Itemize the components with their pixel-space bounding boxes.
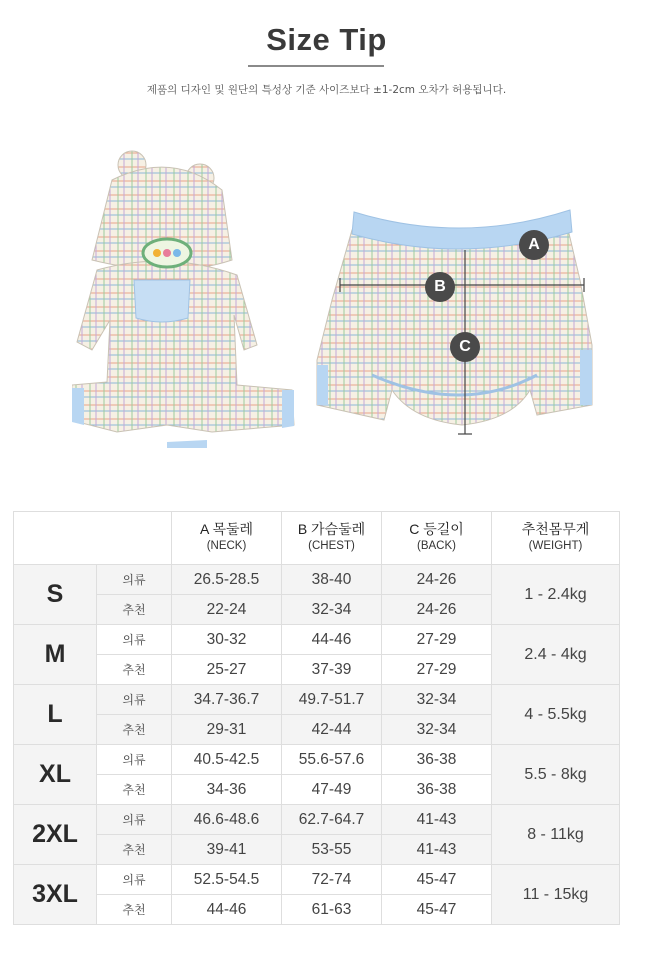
chest-value: 49.7-51.7	[282, 685, 382, 715]
neck-value: 29-31	[172, 715, 282, 745]
neck-value: 44-46	[172, 895, 282, 925]
header-weight-sub: (WEIGHT)	[528, 540, 583, 552]
chest-value: 55.6-57.6	[282, 745, 382, 775]
type-clothing: 의류	[97, 685, 172, 715]
marker-c: C	[450, 332, 480, 362]
chest-value: 62.7-64.7	[282, 805, 382, 835]
header-neck-label: A 목둘레	[199, 521, 254, 537]
table-row	[14, 805, 620, 835]
back-value: 36-38	[382, 775, 492, 805]
neck-value: 30-32	[172, 625, 282, 655]
page-title: Size Tip	[266, 22, 387, 57]
neck-value: 25-27	[172, 655, 282, 685]
header-weight-label: 추천몸무게	[521, 521, 590, 537]
table-row	[14, 745, 620, 775]
size-label: 2XL	[14, 805, 97, 865]
chest-value: 53-55	[282, 835, 382, 865]
neck-value: 34-36	[172, 775, 282, 805]
header-neck	[172, 512, 282, 565]
weight-value: 5.5 - 8kg	[492, 745, 620, 805]
type-clothing: 의류	[97, 865, 172, 895]
weight-value: 8 - 11kg	[492, 805, 620, 865]
size-label: M	[14, 625, 97, 685]
table-row	[14, 685, 620, 715]
marker-b: B	[425, 272, 455, 302]
back-value: 24-26	[382, 565, 492, 595]
size-label: 3XL	[14, 865, 97, 925]
type-recommended: 추천	[97, 595, 172, 625]
neck-value: 46.6-48.6	[172, 805, 282, 835]
garment-front-image	[72, 150, 302, 450]
back-value: 32-34	[382, 685, 492, 715]
back-value: 32-34	[382, 715, 492, 745]
neck-value: 34.7-36.7	[172, 685, 282, 715]
tolerance-notice: 제품의 디자인 및 원단의 특성상 기준 사이즈보다 ±1-2cm 오차가 허용됩니다.	[146, 84, 507, 96]
table-header-row	[14, 512, 620, 565]
chest-value: 72-74	[282, 865, 382, 895]
header-chest-sub: (CHEST)	[308, 540, 355, 552]
back-value: 41-43	[382, 835, 492, 865]
chest-value: 44-46	[282, 625, 382, 655]
chest-value: 38-40	[282, 565, 382, 595]
type-clothing: 의류	[97, 565, 172, 595]
neck-value: 26.5-28.5	[172, 565, 282, 595]
back-value: 27-29	[382, 655, 492, 685]
weight-value: 11 - 15kg	[492, 865, 620, 925]
back-value: 45-47	[382, 895, 492, 925]
chest-value: 47-49	[282, 775, 382, 805]
header-weight	[492, 512, 620, 565]
size-label: L	[14, 685, 97, 745]
table-row	[14, 625, 620, 655]
table-row	[14, 565, 620, 595]
chest-value: 42-44	[282, 715, 382, 745]
back-value: 27-29	[382, 625, 492, 655]
table-row	[14, 865, 620, 895]
header-chest-label: B 가슴둘레	[297, 521, 366, 537]
header-neck-sub: (NECK)	[206, 540, 247, 552]
back-value: 45-47	[382, 865, 492, 895]
size-label: XL	[14, 745, 97, 805]
type-clothing: 의류	[97, 625, 172, 655]
weight-value: 4 - 5.5kg	[492, 685, 620, 745]
back-value: 36-38	[382, 745, 492, 775]
title-underline	[248, 65, 384, 67]
weight-value: 1 - 2.4kg	[492, 565, 620, 625]
size-label: S	[14, 565, 97, 625]
neck-value: 22-24	[172, 595, 282, 625]
weight-value: 2.4 - 4kg	[492, 625, 620, 685]
type-recommended: 추천	[97, 715, 172, 745]
chest-value: 37-39	[282, 655, 382, 685]
header-back	[382, 512, 492, 565]
neck-value: 52.5-54.5	[172, 865, 282, 895]
back-value: 24-26	[382, 595, 492, 625]
chest-value: 61-63	[282, 895, 382, 925]
chest-value: 32-34	[282, 595, 382, 625]
type-recommended: 추천	[97, 655, 172, 685]
type-clothing: 의류	[97, 745, 172, 775]
header-empty	[14, 512, 172, 565]
neck-value: 40.5-42.5	[172, 745, 282, 775]
header-chest	[282, 512, 382, 565]
marker-a: A	[519, 230, 549, 260]
header-back-label: C 등길이	[409, 521, 464, 537]
header-back-sub: (BACK)	[417, 540, 456, 552]
garment-back-image	[312, 200, 602, 445]
type-clothing: 의류	[97, 805, 172, 835]
neck-value: 39-41	[172, 835, 282, 865]
back-value: 41-43	[382, 805, 492, 835]
type-recommended: 추천	[97, 895, 172, 925]
type-recommended: 추천	[97, 775, 172, 805]
type-recommended: 추천	[97, 835, 172, 865]
size-chart-table	[13, 511, 620, 925]
